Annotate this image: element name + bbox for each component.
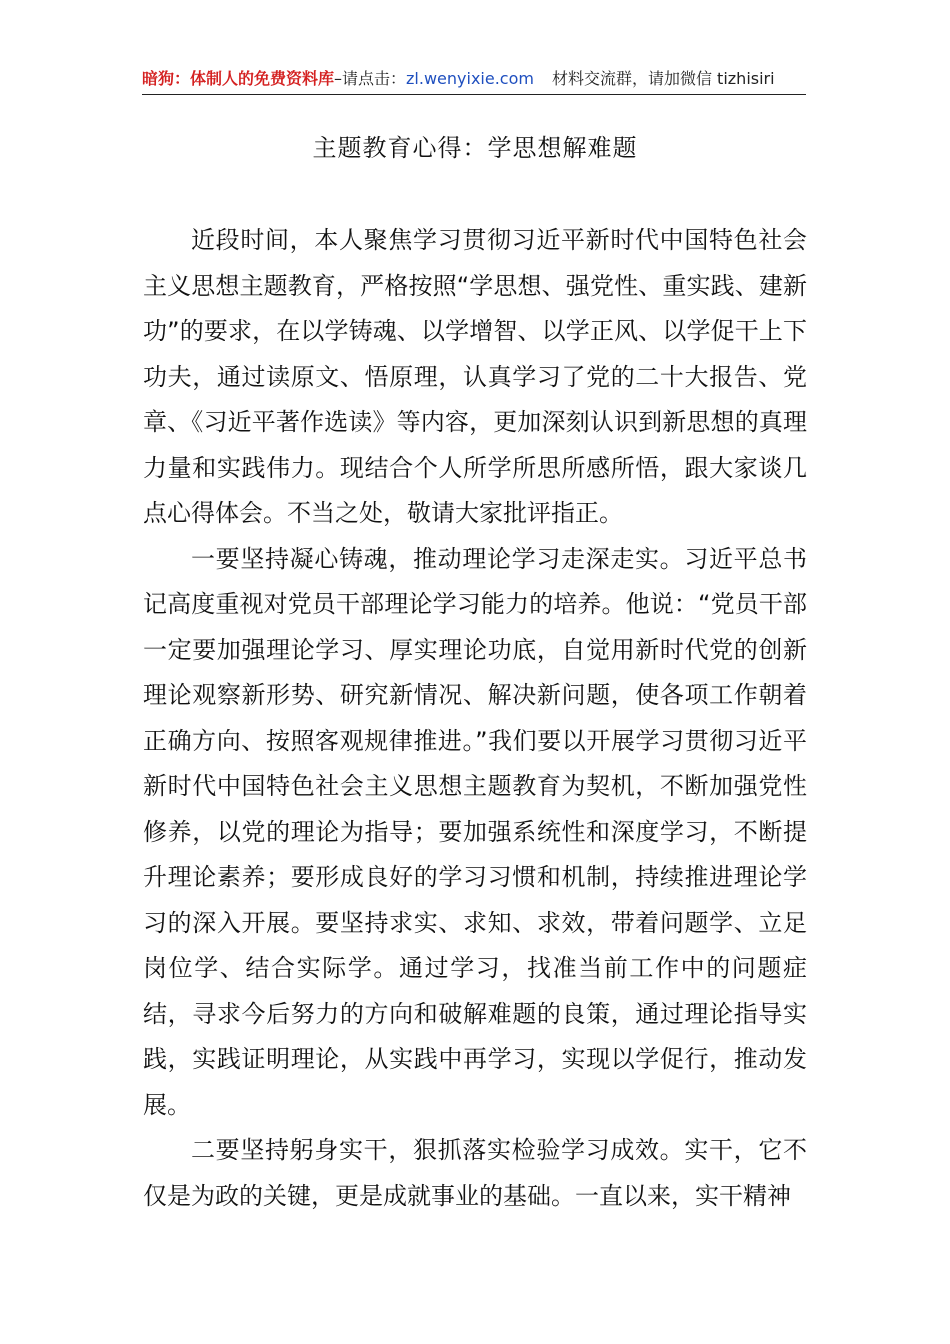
paragraph-2: 一要坚持凝心铸魂，推动理论学习走深走实。习近平总书记高度重视对党员干部理论学习能力的培养。他说：“党员干部一定要加强理论学习、厚实理论功底，自觉用新时代党的创新理论观察新形势、研究新情况、解决新问题，使各项工作朝着正确方向、按照客观规律推进。”我们要以开展学习贯彻习近平新时代中国特色社会主义思想主题教育为契机，不断加强党性修养，以党的理论为指导；要加强系统性和深度学习，不断提升理论素养；要形成良好的学习习惯和机制，持续推进理论学习的深入开展。要坚持求实、求知、求效，带着问题学、立足岗位学、结合实际学。通过学习，找准当前工作中的问题症结，寻求今后努力的方向和破解难题的良策，通过理论指导实践，实践证明理论，从实践中再学习，实现以学促行，推动发展。 (143, 544, 807, 1119)
header-prompt: –请点击： (334, 69, 407, 88)
header-group-info: 材料交流群，请加微信 tizhisiri (551, 69, 775, 88)
page-header (142, 66, 806, 95)
paragraph-3: 二要坚持躬身实干，狠抓落实检验学习成效。实干，它不仅是为政的关键，更是成就事业的基础。一直以来，实干精神 (143, 1136, 807, 1210)
document-title: 主题教育心得：学思想解难题 (312, 134, 638, 162)
header-brand: 暗狗：体制人的免费资料库 (142, 69, 335, 88)
document-body (143, 218, 807, 1219)
paragraph-1: 近段时间，本人聚焦学习贯彻习近平新时代中国特色社会主义思想主题教育，严格按照“学思想、强党性、重实践、建新功”的要求，在以学铸魂、以学增智、以学正风、以学促干上下功夫，通过读原文、悟原理，认真学习了党的二十大报告、党章、《习近平著作选读》等内容，更加深刻认识到新思想的真理力量和实践伟力。现结合个人所学所思所感所悟，跟大家谈几点心得体会。不当之处，敬请大家批评指正。 (143, 226, 807, 527)
header-link[interactable]: zl.wenyixie.com (406, 69, 534, 88)
